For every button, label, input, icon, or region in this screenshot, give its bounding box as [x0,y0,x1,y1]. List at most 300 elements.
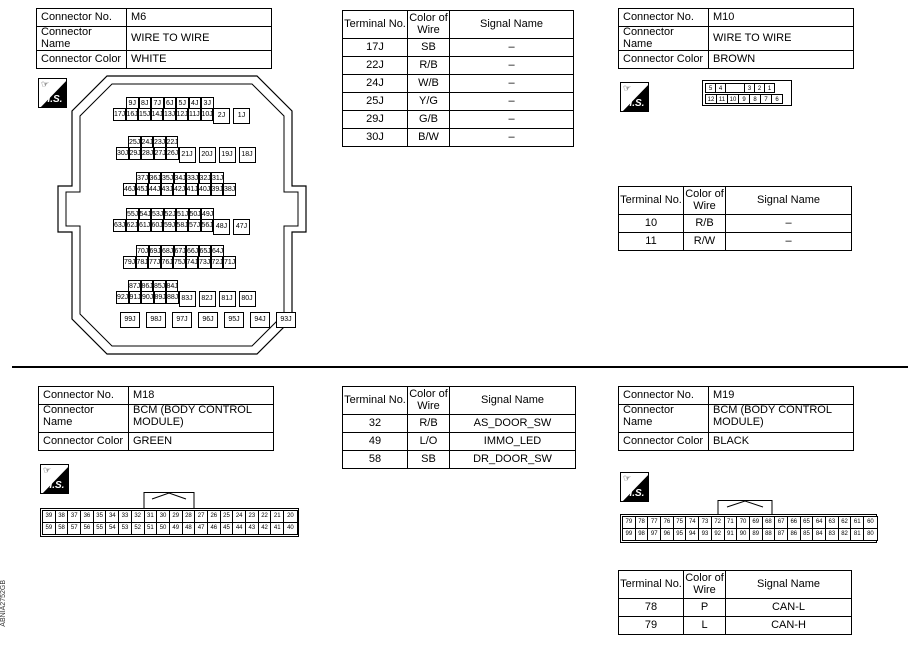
label: Connector No. [619,387,709,405]
pin-62J: 62J [126,219,139,232]
pin-35: 35 [94,511,107,522]
pin-23: 23 [246,511,259,522]
value: GREEN [129,433,274,451]
hand-icon: ☞ [43,465,52,475]
pin-32: 32 [132,511,145,522]
pin-56: 56 [81,523,94,534]
pin-53J: 53J [151,208,164,221]
pin-99J: 99J [120,312,140,328]
pin-51: 51 [145,523,158,534]
m18-pin-grid [42,510,298,535]
pin-51J: 51J [176,208,189,221]
pin-89: 89 [750,529,763,540]
pin-69J: 69J [149,245,162,258]
wire-color: B/W [408,129,450,147]
m19-pin-grid [622,516,878,541]
signal-name: CAN-L [726,599,852,617]
pin-55J: 55J [126,208,139,221]
pin-6J: 6J [164,97,177,110]
label: Connector Color [39,433,129,451]
pin-31: 31 [145,511,158,522]
pin-81J: 81J [219,291,236,307]
header-color: Color of Wire [408,11,450,39]
pin-58J: 58J [176,219,189,232]
pin-2: 2 [754,83,765,93]
pin-48J: 48J [213,219,230,235]
wire-color: SB [408,39,450,57]
pin-70J: 70J [136,245,149,258]
terminal-no: 22J [343,57,408,75]
pin-92J: 92J [116,291,129,304]
terminal-no: 78 [619,599,684,617]
pin-11J: 11J [188,108,201,121]
signal-name: AS_DOOR_SW [450,415,576,433]
figure-code: ABNIA2752GB [0,580,7,627]
pin-13J: 13J [163,108,176,121]
pin-53: 53 [119,523,132,534]
pin-38J: 38J [223,183,236,196]
pin-24J: 24J [141,136,154,149]
pin-73: 73 [699,517,712,528]
pin-4: 4 [715,83,726,93]
section-divider [12,366,908,368]
terminal-no: 17J [343,39,408,57]
pin-8J: 8J [139,97,152,110]
terminal-no: 58 [343,451,408,469]
pin-46: 46 [208,523,221,534]
pin-37: 37 [68,511,81,522]
pin-71J: 71J [223,256,236,269]
pin-25: 25 [221,511,234,522]
pin-49: 49 [170,523,183,534]
header-signal: Signal Name [450,11,574,39]
wire-color: G/B [408,111,450,129]
terminal-no: 49 [343,433,408,451]
hand-icon: ☞ [623,473,632,483]
wire-color: R/B [408,415,450,433]
header-signal: Signal Name [726,187,852,215]
pin-39: 39 [43,511,56,522]
pin-21: 21 [271,511,284,522]
header-color: Color of Wire [408,387,450,415]
pin-23J: 23J [153,136,166,149]
label: Connector Color [37,51,127,69]
label: Connector No. [39,387,129,405]
pin-29J: 29J [129,147,142,160]
value: M6 [127,9,272,27]
pin-20J: 20J [199,147,216,163]
signal-name: – [450,111,574,129]
terminal-no: 32 [343,415,408,433]
pin-3J: 3J [201,97,214,110]
pin-11: 11 [716,94,728,104]
pin-42: 42 [259,523,272,534]
pin-61: 61 [851,517,864,528]
value: M10 [709,9,854,27]
pin-42J: 42J [173,183,186,196]
pin-85: 85 [801,529,814,540]
pin-21J: 21J [179,147,196,163]
pin-74: 74 [686,517,699,528]
pin-blank [725,83,745,93]
pin-89J: 89J [154,291,167,304]
wire-color: W/B [408,75,450,93]
m18-connector-info [38,386,274,451]
pin-83: 83 [826,529,839,540]
pin-63: 63 [826,517,839,528]
m6-terminal-table [342,10,574,147]
m19-terminal-table [618,570,852,635]
pin-67J: 67J [174,245,187,258]
header-signal: Signal Name [450,387,576,415]
hs-icon: ☞ H.S. [620,82,649,112]
pin-63J: 63J [113,219,126,232]
pin-79J: 79J [123,256,136,269]
terminal-row [343,57,574,75]
terminal-row [343,39,574,57]
pin-87: 87 [775,529,788,540]
wire-color: SB [408,451,450,469]
pin-43J: 43J [161,183,174,196]
signal-name: – [450,129,574,147]
pin-28J: 28J [141,147,154,160]
pin-77: 77 [648,517,661,528]
pin-row [622,528,878,541]
header-color: Color of Wire [684,187,726,215]
pin-31J: 31J [211,172,224,185]
terminal-no: 30J [343,129,408,147]
pin-97: 97 [648,529,661,540]
pin-38: 38 [56,511,69,522]
terminal-no: 79 [619,617,684,635]
pin-47J: 47J [233,219,250,235]
value: WIRE TO WIRE [127,27,272,51]
pin-57: 57 [68,523,81,534]
pin-69: 69 [750,517,763,528]
pin-61J: 61J [138,219,151,232]
pin-33: 33 [119,511,132,522]
pin-93: 93 [699,529,712,540]
pin-19J: 19J [219,147,236,163]
signal-name: IMMO_LED [450,433,576,451]
label: Connector Name [39,405,129,433]
label: Connector No. [619,9,709,27]
pin-52J: 52J [164,208,177,221]
pin-2J: 2J [213,108,230,124]
pin-7: 7 [760,94,772,104]
pin-95: 95 [674,529,687,540]
terminal-row [619,215,852,233]
pin-8: 8 [749,94,761,104]
pin-54J: 54J [139,208,152,221]
pin-88: 88 [763,529,776,540]
pin-56J: 56J [201,219,214,232]
pin-96: 96 [661,529,674,540]
pin-50: 50 [157,523,170,534]
pin-10J: 10J [201,108,214,121]
pin-44J: 44J [148,183,161,196]
pin-10: 10 [727,94,739,104]
pin-86: 86 [788,529,801,540]
terminal-row [343,415,576,433]
pin-81: 81 [851,529,864,540]
wire-color: P [684,599,726,617]
pin-25J: 25J [128,136,141,149]
terminal-row [343,433,576,451]
label: Connector No. [37,9,127,27]
value: BROWN [709,51,854,69]
pin-45: 45 [221,523,234,534]
pin-27J: 27J [154,147,167,160]
pin-36: 36 [81,511,94,522]
pin-52: 52 [132,523,145,534]
pin-35J: 35J [161,172,174,185]
pin-68: 68 [763,517,776,528]
terminal-row [619,233,852,251]
pin-77J: 77J [148,256,161,269]
pin-37J: 37J [136,172,149,185]
pin-71: 71 [725,517,738,528]
signal-name: – [726,215,852,233]
pin-30J: 30J [116,147,129,160]
pin-65: 65 [801,517,814,528]
pin-75: 75 [674,517,687,528]
pin-30: 30 [157,511,170,522]
pin-58: 58 [56,523,69,534]
pin-1: 1 [764,83,775,93]
pin-64: 64 [813,517,826,528]
label: Connector Color [619,433,709,451]
header-terminal: Terminal No. [619,187,684,215]
pin-46J: 46J [123,183,136,196]
pin-7J: 7J [151,97,164,110]
pin-84: 84 [813,529,826,540]
pin-40J: 40J [198,183,211,196]
pin-12: 12 [705,94,717,104]
pin-32J: 32J [199,172,212,185]
header-terminal: Terminal No. [343,11,408,39]
pin-94: 94 [686,529,699,540]
label: Connector Name [619,405,709,433]
pin-66: 66 [788,517,801,528]
terminal-row [343,93,574,111]
terminal-row [619,617,852,635]
wire-color: R/B [684,215,726,233]
pin-48: 48 [183,523,196,534]
pin-67: 67 [775,517,788,528]
value: BCM (BODY CONTROL MODULE) [709,405,854,433]
label: Connector Name [619,27,709,51]
header-signal: Signal Name [726,571,852,599]
wire-color: R/B [408,57,450,75]
header-terminal: Terminal No. [619,571,684,599]
pin-43: 43 [246,523,259,534]
value: M19 [709,387,854,405]
pin-76J: 76J [161,256,174,269]
m18-terminal-table [342,386,576,469]
pin-34: 34 [106,511,119,522]
pin-20: 20 [287,513,294,519]
signal-name: CAN-H [726,617,852,635]
pin-29: 29 [170,511,183,522]
signal-name: – [726,233,852,251]
pin-64J: 64J [211,245,224,258]
hand-icon: ☞ [41,79,50,89]
pin-14J: 14J [151,108,164,121]
pin-82J: 82J [199,291,216,307]
wire-color: L [684,617,726,635]
signal-name: – [450,75,574,93]
pin-79: 79 [623,517,636,528]
value: BCM (BODY CONTROL MODULE) [129,405,274,433]
wire-color: Y/G [408,93,450,111]
pin-88J: 88J [166,291,179,304]
pin-26J: 26J [166,147,179,160]
pin-91J: 91J [129,291,142,304]
pin-45J: 45J [136,183,149,196]
value: WIRE TO WIRE [709,27,854,51]
terminal-row [343,111,574,129]
terminal-row [343,129,574,147]
pin-68J: 68J [161,245,174,258]
pin-22J: 22J [166,136,179,149]
pin-17J: 17J [113,108,126,121]
pin-4J: 4J [189,97,202,110]
label: Connector Name [37,27,127,51]
pin-83J: 83J [179,291,196,307]
m6-connector-info [36,8,272,69]
pin-16J: 16J [126,108,139,121]
pin-24: 24 [233,511,246,522]
hand-icon: ☞ [623,83,632,93]
m19-connector-info [618,386,854,451]
pin-49J: 49J [201,208,214,221]
pin-75J: 75J [173,256,186,269]
pin-26: 26 [208,511,221,522]
value: M18 [129,387,274,405]
label: Connector Color [619,51,709,69]
pin-row [42,522,298,535]
pin-72: 72 [712,517,725,528]
header-terminal: Terminal No. [343,387,408,415]
pin-90J: 90J [141,291,154,304]
pin-6: 6 [771,94,783,104]
m10-connector-info [618,8,854,69]
pin-41: 41 [271,523,284,534]
pin-47: 47 [195,523,208,534]
pin-70: 70 [737,517,750,528]
header-color: Color of Wire [684,571,726,599]
pin-78J: 78J [136,256,149,269]
pin-22: 22 [259,511,272,522]
pin-92: 92 [712,529,725,540]
pin-33J: 33J [186,172,199,185]
terminal-row [619,599,852,617]
signal-name: – [450,93,574,111]
pin-28: 28 [183,511,196,522]
pin-82: 82 [839,529,852,540]
wire-color: L/O [408,433,450,451]
pin-41J: 41J [186,183,199,196]
pin-85J: 85J [153,280,166,293]
pin-1J: 1J [233,108,250,124]
pin-93J: 93J [276,312,296,328]
hs-icon: ☞ H.S. [38,78,67,108]
pin-57J: 57J [188,219,201,232]
pin-12J: 12J [176,108,189,121]
pin-66J: 66J [186,245,199,258]
terminal-no: 11 [619,233,684,251]
m10-connector-face [702,80,792,106]
pin-55: 55 [94,523,107,534]
pin-80J: 80J [239,291,256,307]
terminal-no: 25J [343,93,408,111]
pin-87J: 87J [128,280,141,293]
pin-40: 40 [287,525,294,531]
signal-name: – [450,39,574,57]
terminal-row [343,451,576,469]
pin-44: 44 [233,523,246,534]
pin-27: 27 [195,511,208,522]
pin-94J: 94J [250,312,270,328]
pin-98J: 98J [146,312,166,328]
pin-39J: 39J [211,183,224,196]
pin-86J: 86J [141,280,154,293]
pin-84J: 84J [166,280,179,293]
pin-34J: 34J [174,172,187,185]
pin-5: 5 [705,83,716,93]
signal-name: – [450,57,574,75]
pin-80: 80 [867,531,874,537]
pin-9J: 9J [126,97,139,110]
pin-3: 3 [744,83,755,93]
pin-59J: 59J [163,219,176,232]
terminal-no: 24J [343,75,408,93]
pin-78: 78 [636,517,649,528]
terminal-row [343,75,574,93]
terminal-no: 10 [619,215,684,233]
hs-icon: ☞ H.S. [40,464,69,494]
pin-98: 98 [636,529,649,540]
wire-color: R/W [684,233,726,251]
pin-15J: 15J [138,108,151,121]
pin-60J: 60J [151,219,164,232]
pin-62: 62 [839,517,852,528]
pin-97J: 97J [172,312,192,328]
pin-91: 91 [725,529,738,540]
hs-icon: ☞ H.S. [620,472,649,502]
pin-54: 54 [106,523,119,534]
pin-59: 59 [43,523,56,534]
pin-99: 99 [623,529,636,540]
pin-73J: 73J [198,256,211,269]
pin-95J: 95J [224,312,244,328]
pin-72J: 72J [211,256,224,269]
pin-74J: 74J [186,256,199,269]
signal-name: DR_DOOR_SW [450,451,576,469]
pin-50J: 50J [189,208,202,221]
pin-5J: 5J [176,97,189,110]
pin-65J: 65J [199,245,212,258]
terminal-no: 29J [343,111,408,129]
pin-18J: 18J [239,147,256,163]
pin-90: 90 [737,529,750,540]
value: BLACK [709,433,854,451]
pin-9: 9 [738,94,750,104]
value: WHITE [127,51,272,69]
pin-60: 60 [867,519,874,525]
pin-96J: 96J [198,312,218,328]
